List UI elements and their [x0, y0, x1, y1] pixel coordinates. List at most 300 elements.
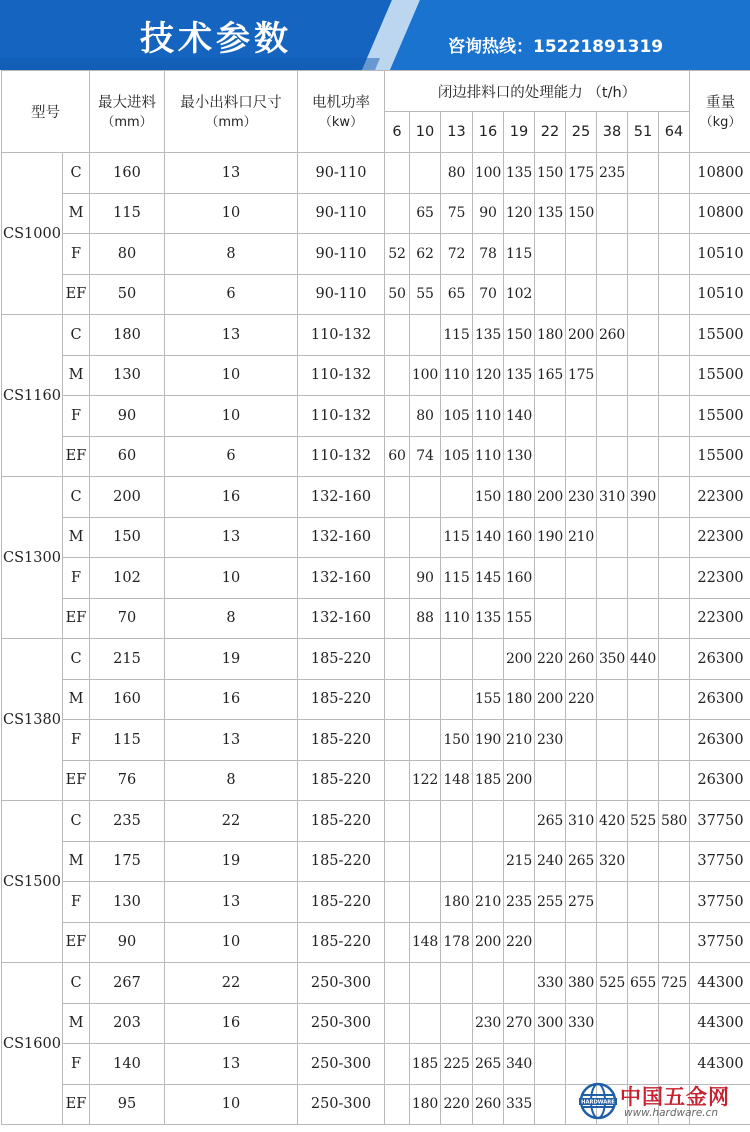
capacity-cell	[441, 1003, 473, 1044]
capacity-cell: 190	[473, 720, 504, 761]
capacity-cell	[385, 355, 410, 396]
capacity-cell: 80	[410, 396, 441, 437]
capacity-cell	[628, 720, 659, 761]
weight-cell: 22300	[690, 477, 750, 518]
capacity-cell	[659, 639, 690, 680]
min-outlet-cell: 10	[165, 355, 298, 396]
capacity-cell	[504, 963, 535, 1004]
capacity-cell	[597, 760, 628, 801]
motor-power-cell: 132-160	[298, 477, 385, 518]
capacity-cell	[385, 477, 410, 518]
capacity-cell: 380	[566, 963, 597, 1004]
header-capacity-col: 13	[441, 112, 473, 153]
capacity-cell	[659, 558, 690, 599]
type-cell: C	[63, 315, 90, 356]
capacity-cell	[566, 720, 597, 761]
min-outlet-cell: 6	[165, 274, 298, 315]
max-feed-cell: 150	[90, 517, 165, 558]
max-feed-cell: 50	[90, 274, 165, 315]
min-outlet-cell: 13	[165, 517, 298, 558]
capacity-cell: 155	[473, 679, 504, 720]
capacity-cell: 110	[473, 396, 504, 437]
capacity-cell: 265	[473, 1044, 504, 1085]
min-outlet-cell: 13	[165, 720, 298, 761]
capacity-cell	[473, 963, 504, 1004]
capacity-cell	[628, 558, 659, 599]
capacity-cell	[441, 639, 473, 680]
capacity-cell	[385, 1003, 410, 1044]
capacity-cell: 75	[441, 193, 473, 234]
weight-cell: 37750	[690, 922, 750, 963]
capacity-cell	[385, 517, 410, 558]
min-outlet-cell: 8	[165, 760, 298, 801]
capacity-cell: 135	[473, 315, 504, 356]
type-cell: EF	[63, 598, 90, 639]
capacity-cell	[597, 517, 628, 558]
capacity-cell	[410, 517, 441, 558]
capacity-cell	[473, 801, 504, 842]
capacity-cell: 260	[597, 315, 628, 356]
capacity-cell: 65	[410, 193, 441, 234]
capacity-cell	[597, 436, 628, 477]
capacity-cell: 265	[566, 841, 597, 882]
capacity-cell: 220	[504, 922, 535, 963]
capacity-cell	[659, 274, 690, 315]
table-row	[2, 315, 750, 356]
type-cell: F	[63, 558, 90, 599]
capacity-cell: 525	[628, 801, 659, 842]
capacity-cell	[410, 679, 441, 720]
header-capacity-col: 16	[473, 112, 504, 153]
capacity-cell: 78	[473, 234, 504, 275]
header-capacity-col: 19	[504, 112, 535, 153]
capacity-cell: 310	[597, 477, 628, 518]
type-cell: EF	[63, 922, 90, 963]
capacity-cell	[566, 922, 597, 963]
capacity-cell	[410, 720, 441, 761]
capacity-cell	[385, 720, 410, 761]
capacity-cell	[441, 477, 473, 518]
max-feed-cell: 102	[90, 558, 165, 599]
capacity-cell	[535, 558, 566, 599]
capacity-cell	[410, 477, 441, 518]
model-cell: CS1160	[2, 315, 63, 477]
capacity-cell: 70	[473, 274, 504, 315]
watermark-logo	[576, 1077, 748, 1129]
capacity-cell	[628, 679, 659, 720]
capacity-cell	[659, 193, 690, 234]
table-row	[2, 598, 750, 639]
page-title: 技术参数	[140, 19, 292, 59]
table-row	[2, 760, 750, 801]
capacity-cell: 225	[441, 1044, 473, 1085]
capacity-cell: 230	[535, 720, 566, 761]
capacity-cell: 148	[410, 922, 441, 963]
capacity-cell: 52	[385, 234, 410, 275]
capacity-cell: 115	[441, 517, 473, 558]
motor-power-cell: 185-220	[298, 922, 385, 963]
capacity-cell	[385, 1084, 410, 1125]
max-feed-cell: 180	[90, 315, 165, 356]
table-row	[2, 679, 750, 720]
capacity-cell	[385, 558, 410, 599]
hotline	[448, 32, 663, 57]
capacity-cell	[628, 922, 659, 963]
motor-power-cell: 90-110	[298, 153, 385, 194]
capacity-cell: 340	[504, 1044, 535, 1085]
globe-icon	[578, 1081, 618, 1121]
capacity-cell: 122	[410, 760, 441, 801]
capacity-cell: 145	[473, 558, 504, 599]
motor-power-cell: 185-220	[298, 679, 385, 720]
capacity-cell	[473, 841, 504, 882]
capacity-cell: 110	[473, 436, 504, 477]
capacity-cell: 180	[410, 1084, 441, 1125]
header-min-outlet	[165, 71, 298, 153]
capacity-cell	[410, 639, 441, 680]
min-outlet-cell: 8	[165, 598, 298, 639]
max-feed-cell: 60	[90, 436, 165, 477]
header-weight-unit: （kg）	[699, 114, 742, 130]
motor-power-cell: 185-220	[298, 720, 385, 761]
capacity-cell: 60	[385, 436, 410, 477]
capacity-cell	[597, 396, 628, 437]
header-capacity-col: 51	[628, 112, 659, 153]
type-cell: C	[63, 153, 90, 194]
capacity-cell	[441, 801, 473, 842]
max-feed-cell: 200	[90, 477, 165, 518]
weight-cell: 10800	[690, 193, 750, 234]
capacity-cell: 330	[535, 963, 566, 1004]
header-max-feed-label: 最大进料	[98, 94, 156, 111]
min-outlet-cell: 19	[165, 841, 298, 882]
capacity-cell	[410, 315, 441, 356]
type-cell: F	[63, 1044, 90, 1085]
capacity-cell: 210	[566, 517, 597, 558]
capacity-cell	[385, 882, 410, 923]
model-cell: CS1380	[2, 639, 63, 801]
capacity-cell: 420	[597, 801, 628, 842]
max-feed-cell: 70	[90, 598, 165, 639]
max-feed-cell: 130	[90, 355, 165, 396]
capacity-cell: 220	[535, 639, 566, 680]
max-feed-cell: 90	[90, 396, 165, 437]
weight-cell: 15500	[690, 436, 750, 477]
weight-cell: 44300	[690, 1044, 750, 1085]
max-feed-cell: 203	[90, 1003, 165, 1044]
weight-cell: 10800	[690, 153, 750, 194]
min-outlet-cell: 22	[165, 801, 298, 842]
capacity-cell	[659, 153, 690, 194]
capacity-cell: 180	[535, 315, 566, 356]
capacity-cell: 220	[566, 679, 597, 720]
header-motor-power-unit: （kw）	[318, 114, 364, 130]
capacity-cell	[659, 720, 690, 761]
capacity-cell	[659, 760, 690, 801]
header-capacity-col: 38	[597, 112, 628, 153]
capacity-cell: 100	[410, 355, 441, 396]
hotline-label: 咨询热线：	[448, 37, 533, 57]
capacity-cell	[597, 355, 628, 396]
capacity-cell: 215	[504, 841, 535, 882]
min-outlet-cell: 8	[165, 234, 298, 275]
capacity-cell: 105	[441, 436, 473, 477]
capacity-cell: 115	[441, 558, 473, 599]
motor-power-cell: 185-220	[298, 882, 385, 923]
motor-power-cell: 90-110	[298, 274, 385, 315]
capacity-cell: 62	[410, 234, 441, 275]
capacity-cell	[597, 193, 628, 234]
min-outlet-cell: 10	[165, 193, 298, 234]
capacity-cell	[566, 234, 597, 275]
capacity-cell: 175	[566, 355, 597, 396]
table-row	[2, 801, 750, 842]
table-row	[2, 639, 750, 680]
capacity-cell	[628, 396, 659, 437]
header-max-feed	[90, 71, 165, 153]
capacity-cell	[441, 841, 473, 882]
motor-power-cell: 132-160	[298, 517, 385, 558]
capacity-cell: 270	[504, 1003, 535, 1044]
max-feed-cell: 175	[90, 841, 165, 882]
weight-cell: 26300	[690, 720, 750, 761]
capacity-cell: 200	[535, 679, 566, 720]
table-row	[2, 922, 750, 963]
min-outlet-cell: 13	[165, 315, 298, 356]
capacity-cell: 72	[441, 234, 473, 275]
header-capacity-col: 25	[566, 112, 597, 153]
capacity-cell	[659, 882, 690, 923]
capacity-cell	[566, 558, 597, 599]
capacity-cell	[597, 274, 628, 315]
capacity-cell	[597, 922, 628, 963]
capacity-cell: 235	[504, 882, 535, 923]
capacity-cell	[410, 1003, 441, 1044]
model-cell: CS1300	[2, 477, 63, 639]
type-cell: EF	[63, 436, 90, 477]
capacity-cell	[659, 355, 690, 396]
capacity-cell: 240	[535, 841, 566, 882]
capacity-cell	[659, 436, 690, 477]
capacity-cell: 255	[535, 882, 566, 923]
capacity-cell	[410, 841, 441, 882]
capacity-cell	[566, 598, 597, 639]
max-feed-cell: 76	[90, 760, 165, 801]
motor-power-cell: 250-300	[298, 963, 385, 1004]
capacity-cell: 200	[535, 477, 566, 518]
capacity-cell	[628, 274, 659, 315]
capacity-cell	[441, 963, 473, 1004]
capacity-cell: 150	[504, 315, 535, 356]
type-cell: C	[63, 801, 90, 842]
capacity-cell: 655	[628, 963, 659, 1004]
max-feed-cell: 160	[90, 153, 165, 194]
capacity-cell: 148	[441, 760, 473, 801]
weight-cell: 44300	[690, 1003, 750, 1044]
max-feed-cell: 80	[90, 234, 165, 275]
weight-cell: 15500	[690, 315, 750, 356]
max-feed-cell: 267	[90, 963, 165, 1004]
header-max-feed-unit: （mm）	[101, 114, 153, 130]
capacity-cell: 150	[566, 193, 597, 234]
capacity-cell: 220	[441, 1084, 473, 1125]
capacity-cell	[659, 477, 690, 518]
min-outlet-cell: 13	[165, 1044, 298, 1085]
spec-table	[1, 70, 750, 1125]
capacity-cell	[659, 841, 690, 882]
capacity-cell	[535, 760, 566, 801]
capacity-cell: 140	[504, 396, 535, 437]
capacity-cell: 110	[441, 598, 473, 639]
capacity-cell: 230	[566, 477, 597, 518]
capacity-cell: 260	[473, 1084, 504, 1125]
capacity-cell	[597, 679, 628, 720]
capacity-cell: 135	[473, 598, 504, 639]
capacity-cell: 115	[441, 315, 473, 356]
table-row	[2, 355, 750, 396]
capacity-cell	[535, 396, 566, 437]
capacity-cell: 525	[597, 963, 628, 1004]
motor-power-cell: 185-220	[298, 801, 385, 842]
capacity-cell	[659, 1003, 690, 1044]
capacity-cell	[628, 517, 659, 558]
capacity-cell: 335	[504, 1084, 535, 1125]
max-feed-cell: 115	[90, 193, 165, 234]
min-outlet-cell: 19	[165, 639, 298, 680]
capacity-cell	[410, 801, 441, 842]
capacity-cell: 320	[597, 841, 628, 882]
table-row	[2, 841, 750, 882]
motor-power-cell: 132-160	[298, 558, 385, 599]
type-cell: F	[63, 882, 90, 923]
hotline-number: 15221891319	[533, 37, 664, 57]
table-row	[2, 720, 750, 761]
capacity-cell: 275	[566, 882, 597, 923]
motor-power-cell: 110-132	[298, 436, 385, 477]
capacity-cell	[597, 1003, 628, 1044]
weight-cell: 22300	[690, 558, 750, 599]
header-capacity-col: 64	[659, 112, 690, 153]
type-cell: M	[63, 1003, 90, 1044]
max-feed-cell: 90	[90, 922, 165, 963]
min-outlet-cell: 6	[165, 436, 298, 477]
type-cell: C	[63, 963, 90, 1004]
weight-cell: 26300	[690, 679, 750, 720]
capacity-cell: 178	[441, 922, 473, 963]
capacity-cell	[628, 436, 659, 477]
type-cell: M	[63, 193, 90, 234]
capacity-cell: 50	[385, 274, 410, 315]
weight-cell: 22300	[690, 517, 750, 558]
capacity-cell: 200	[504, 760, 535, 801]
table-row	[2, 436, 750, 477]
weight-cell: 22300	[690, 598, 750, 639]
max-feed-cell: 215	[90, 639, 165, 680]
capacity-cell: 150	[473, 477, 504, 518]
header-min-outlet-label: 最小出料口尺寸	[180, 94, 282, 111]
capacity-cell	[441, 679, 473, 720]
capacity-cell: 300	[535, 1003, 566, 1044]
capacity-cell: 90	[410, 558, 441, 599]
capacity-cell	[628, 193, 659, 234]
table-row	[2, 1003, 750, 1044]
capacity-cell: 200	[504, 639, 535, 680]
header-model: 型号	[2, 71, 90, 153]
capacity-cell	[410, 882, 441, 923]
capacity-cell: 200	[566, 315, 597, 356]
capacity-cell	[504, 801, 535, 842]
weight-cell: 10510	[690, 274, 750, 315]
capacity-cell: 185	[473, 760, 504, 801]
capacity-cell	[659, 679, 690, 720]
capacity-cell: 90	[473, 193, 504, 234]
capacity-cell	[385, 315, 410, 356]
table-row	[2, 274, 750, 315]
capacity-cell: 140	[473, 517, 504, 558]
model-cell: CS1600	[2, 963, 63, 1125]
capacity-cell: 350	[597, 639, 628, 680]
capacity-cell: 160	[504, 558, 535, 599]
capacity-cell	[410, 153, 441, 194]
type-cell: F	[63, 396, 90, 437]
max-feed-cell: 95	[90, 1084, 165, 1125]
capacity-cell	[385, 963, 410, 1004]
motor-power-cell: 132-160	[298, 598, 385, 639]
weight-cell: 44300	[690, 963, 750, 1004]
capacity-cell	[628, 315, 659, 356]
weight-cell: 37750	[690, 801, 750, 842]
type-cell: F	[63, 720, 90, 761]
min-outlet-cell: 13	[165, 882, 298, 923]
header-capacity-col: 10	[410, 112, 441, 153]
capacity-cell	[385, 396, 410, 437]
capacity-cell: 150	[535, 153, 566, 194]
capacity-cell	[628, 841, 659, 882]
capacity-cell	[535, 274, 566, 315]
capacity-cell: 165	[535, 355, 566, 396]
max-feed-cell: 235	[90, 801, 165, 842]
capacity-cell: 160	[504, 517, 535, 558]
header-weight-label: 重量	[706, 94, 735, 111]
capacity-cell	[597, 720, 628, 761]
capacity-cell: 105	[441, 396, 473, 437]
motor-power-cell: 90-110	[298, 193, 385, 234]
capacity-cell	[535, 1044, 566, 1085]
capacity-cell	[659, 396, 690, 437]
table-row	[2, 963, 750, 1004]
min-outlet-cell: 16	[165, 1003, 298, 1044]
capacity-cell	[385, 193, 410, 234]
capacity-cell	[566, 396, 597, 437]
weight-cell: 37750	[690, 882, 750, 923]
capacity-cell	[628, 234, 659, 275]
capacity-cell: 155	[504, 598, 535, 639]
capacity-cell: 260	[566, 639, 597, 680]
motor-power-cell: 250-300	[298, 1044, 385, 1085]
capacity-cell	[659, 234, 690, 275]
capacity-cell: 135	[504, 355, 535, 396]
capacity-cell	[597, 558, 628, 599]
capacity-cell	[535, 598, 566, 639]
motor-power-cell: 185-220	[298, 841, 385, 882]
capacity-cell: 150	[441, 720, 473, 761]
capacity-cell	[659, 517, 690, 558]
capacity-cell: 80	[441, 153, 473, 194]
capacity-cell: 135	[504, 153, 535, 194]
type-cell: F	[63, 234, 90, 275]
motor-power-cell: 110-132	[298, 396, 385, 437]
capacity-cell	[385, 1044, 410, 1085]
